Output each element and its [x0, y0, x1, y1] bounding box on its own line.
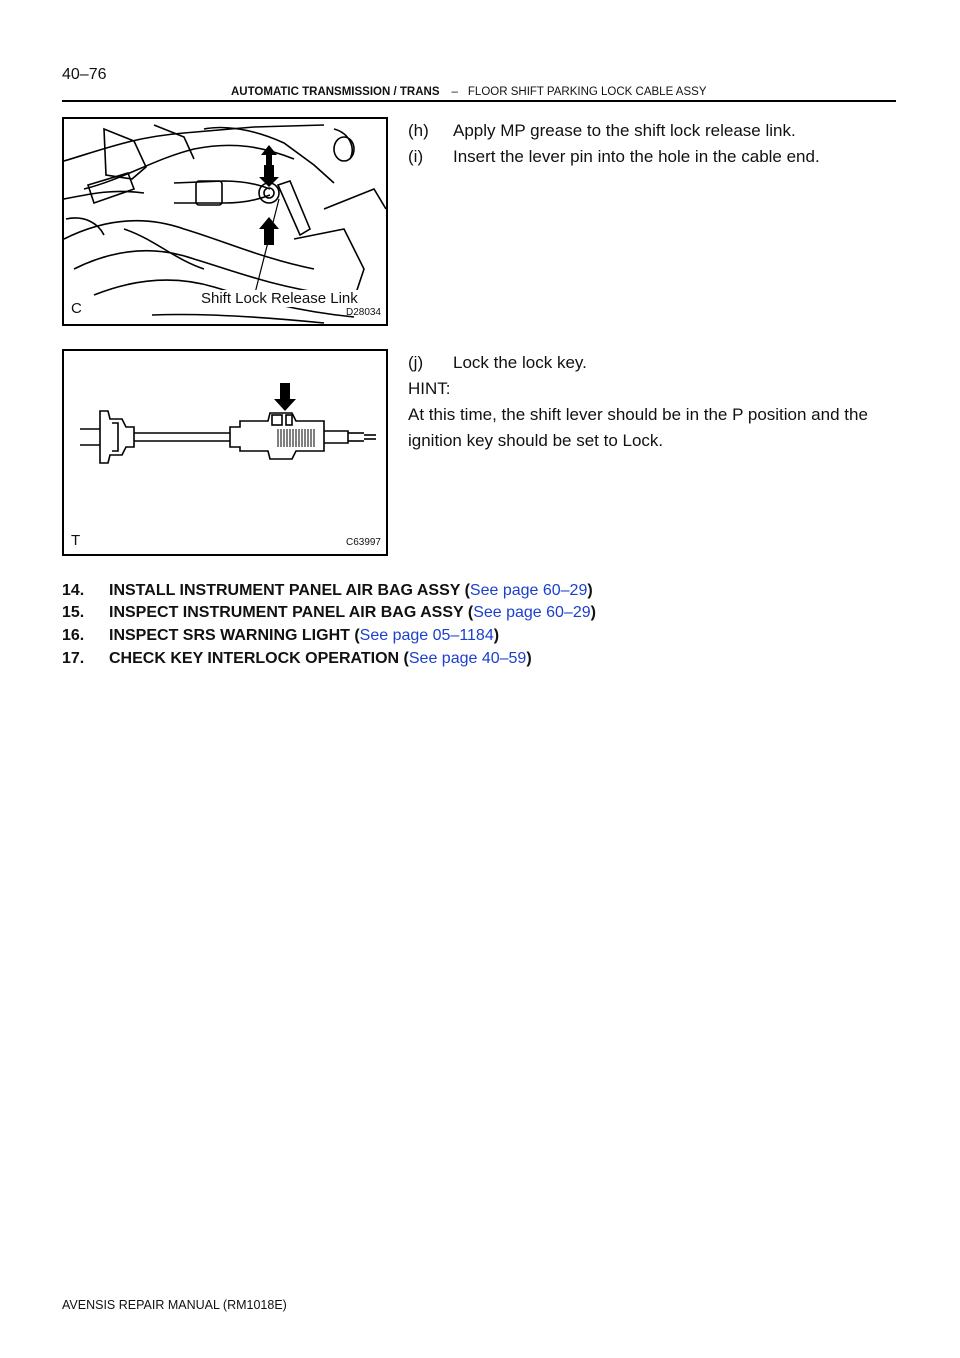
- step-label: (j): [408, 353, 424, 372]
- close-paren: ): [526, 650, 532, 667]
- figure-code: C63997: [345, 537, 381, 548]
- hint-line-1: At this time, the shift lever should be in the P position and the: [408, 405, 868, 424]
- header-rule: [62, 100, 896, 102]
- figure-letter: C: [71, 300, 82, 317]
- step-text: Lock the lock key.: [453, 353, 587, 372]
- header-subsection: FLOOR SHIFT PARKING LOCK CABLE ASSY: [467, 86, 707, 98]
- page-reference-link[interactable]: See page 40–59: [408, 650, 527, 667]
- figure-code: D28034: [345, 307, 381, 318]
- step-j: [408, 350, 587, 376]
- hint-line-2: ignition key should be set to Lock.: [408, 431, 664, 450]
- step-text: Apply MP grease to the shift lock release link.: [453, 121, 796, 140]
- step-number: 14.: [62, 582, 85, 599]
- footer-manual-title: AVENSIS REPAIR MANUAL (RM1018E): [62, 1298, 287, 1312]
- close-paren: ): [493, 627, 500, 644]
- figure-lock-key: [62, 349, 388, 556]
- page-reference-link[interactable]: See page 60–29: [469, 582, 588, 599]
- figure-letter: T: [71, 532, 81, 549]
- page-number: 40–76: [62, 66, 107, 83]
- main-step-14: [62, 582, 593, 600]
- step-title: INSPECT INSTRUMENT PANEL AIR BAG ASSY (: [109, 604, 474, 621]
- close-paren: ): [587, 582, 593, 599]
- step-number: 16.: [62, 627, 85, 644]
- main-step-16: [62, 627, 499, 645]
- cable-end-illustration: [64, 351, 386, 554]
- step-number: 17.: [62, 650, 85, 667]
- figure-shift-lock-release-link: [62, 117, 388, 326]
- main-step-15: [62, 604, 596, 622]
- step-title: INSTALL INSTRUMENT PANEL AIR BAG ASSY (: [109, 582, 470, 599]
- step-title: INSPECT SRS WARNING LIGHT (: [109, 627, 360, 644]
- step-h: [408, 118, 796, 144]
- main-step-17: [62, 650, 532, 668]
- header-title: [231, 86, 707, 98]
- header-section: AUTOMATIC TRANSMISSION / TRANS: [231, 86, 440, 98]
- page-reference-link[interactable]: See page 05–1184: [359, 627, 494, 644]
- hint-title: HINT:: [408, 379, 451, 398]
- step-label: (h): [408, 121, 429, 140]
- step-title: CHECK KEY INTERLOCK OPERATION (: [109, 650, 409, 667]
- step-i: [408, 144, 820, 170]
- step-text: Insert the lever pin into the hole in the cable end.: [453, 147, 820, 166]
- header-separator: –: [451, 86, 458, 98]
- step-number: 15.: [62, 604, 85, 621]
- step-label: (i): [408, 147, 424, 166]
- figure-callout-label: Shift Lock Release Link: [201, 290, 358, 307]
- page-reference-link[interactable]: See page 60–29: [473, 604, 591, 621]
- close-paren: ): [590, 604, 596, 621]
